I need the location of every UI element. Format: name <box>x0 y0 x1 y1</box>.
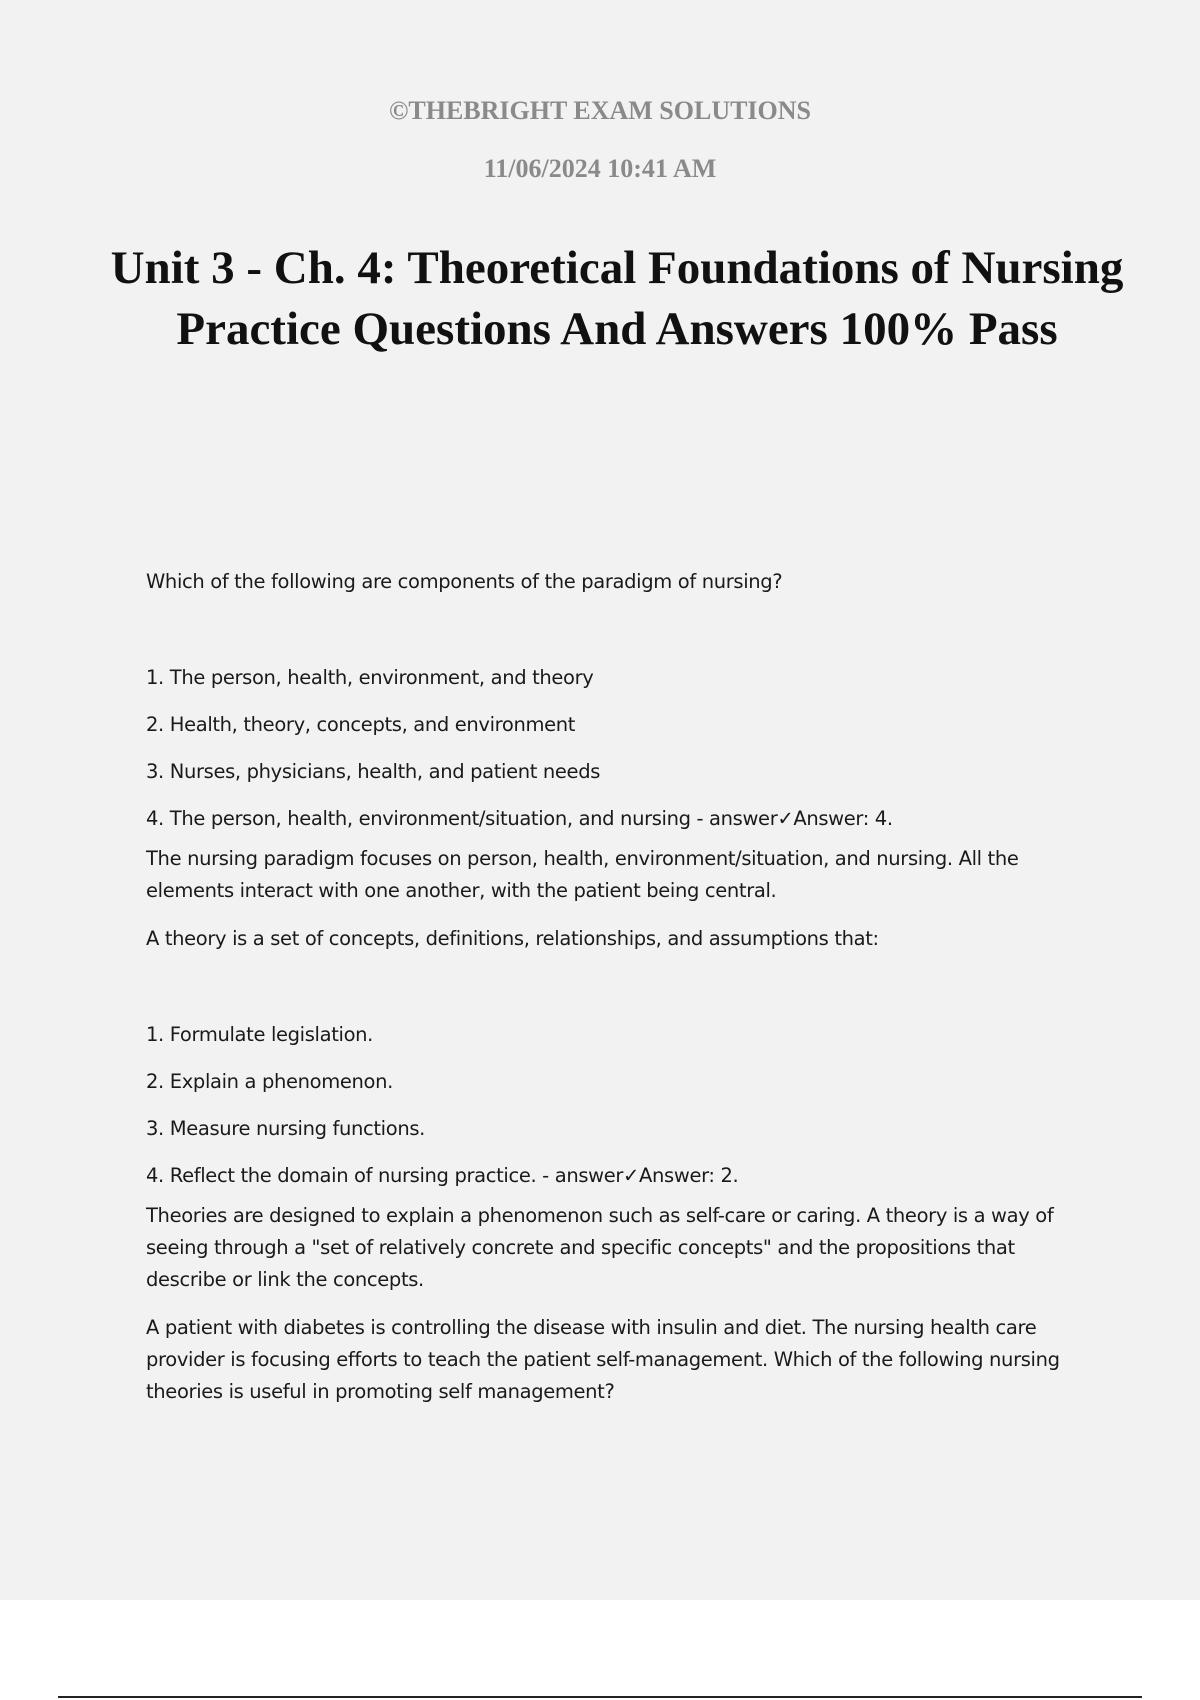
answer-option: 3. Measure nursing functions. <box>146 1117 425 1140</box>
document-title: Unit 3 - Ch. 4: Theoretical Foundations of Nursing Practice Questions And Answers 100% Pass <box>110 242 1124 355</box>
answer-option-with-answer: 4. Reflect the domain of nursing practice. - answer✓Answer: 2. <box>146 1164 739 1187</box>
footer-divider <box>58 1696 1142 1698</box>
question-text: Which of the following are components of the paradigm of nursing? <box>146 570 783 593</box>
answer-option: 2. Explain a phenomenon. <box>146 1070 393 1093</box>
question-text: A theory is a set of concepts, definitions, relationships, and assumptions that: <box>146 927 879 950</box>
answer-option: 2. Health, theory, concepts, and environment <box>146 713 576 736</box>
answer-option: 3. Nurses, physicians, health, and patient needs <box>146 760 601 783</box>
question-text: A patient with diabetes is controlling the disease with insulin and diet. The nursing health care provider is focusing efforts to teach the patient self-management. Which of the following nursing theories is useful in promoting self management? <box>146 1316 1060 1403</box>
answer-option-with-answer: 4. The person, health, environment/situation, and nursing - answer✓Answer: 4. <box>146 807 893 830</box>
answer-option: 1. The person, health, environment, and theory <box>146 666 594 689</box>
answer-explanation: The nursing paradigm focuses on person, health, environment/situation, and nursing. All the elements interact with one another, with the patient being central. <box>146 847 1019 902</box>
document-body <box>146 566 1096 1424</box>
copyright-header: ©THEBRIGHT EXAM SOLUTIONS <box>388 96 812 125</box>
answer-explanation: Theories are designed to explain a phenomenon such as self-care or caring. A theory is a way of seeing through a "set of relatively concrete and specific concepts" and the propositions that describe or link the concepts. <box>146 1204 1054 1291</box>
answer-option: 1. Formulate legislation. <box>146 1023 374 1046</box>
timestamp-header: 11/06/2024 10:41 AM <box>483 154 717 183</box>
